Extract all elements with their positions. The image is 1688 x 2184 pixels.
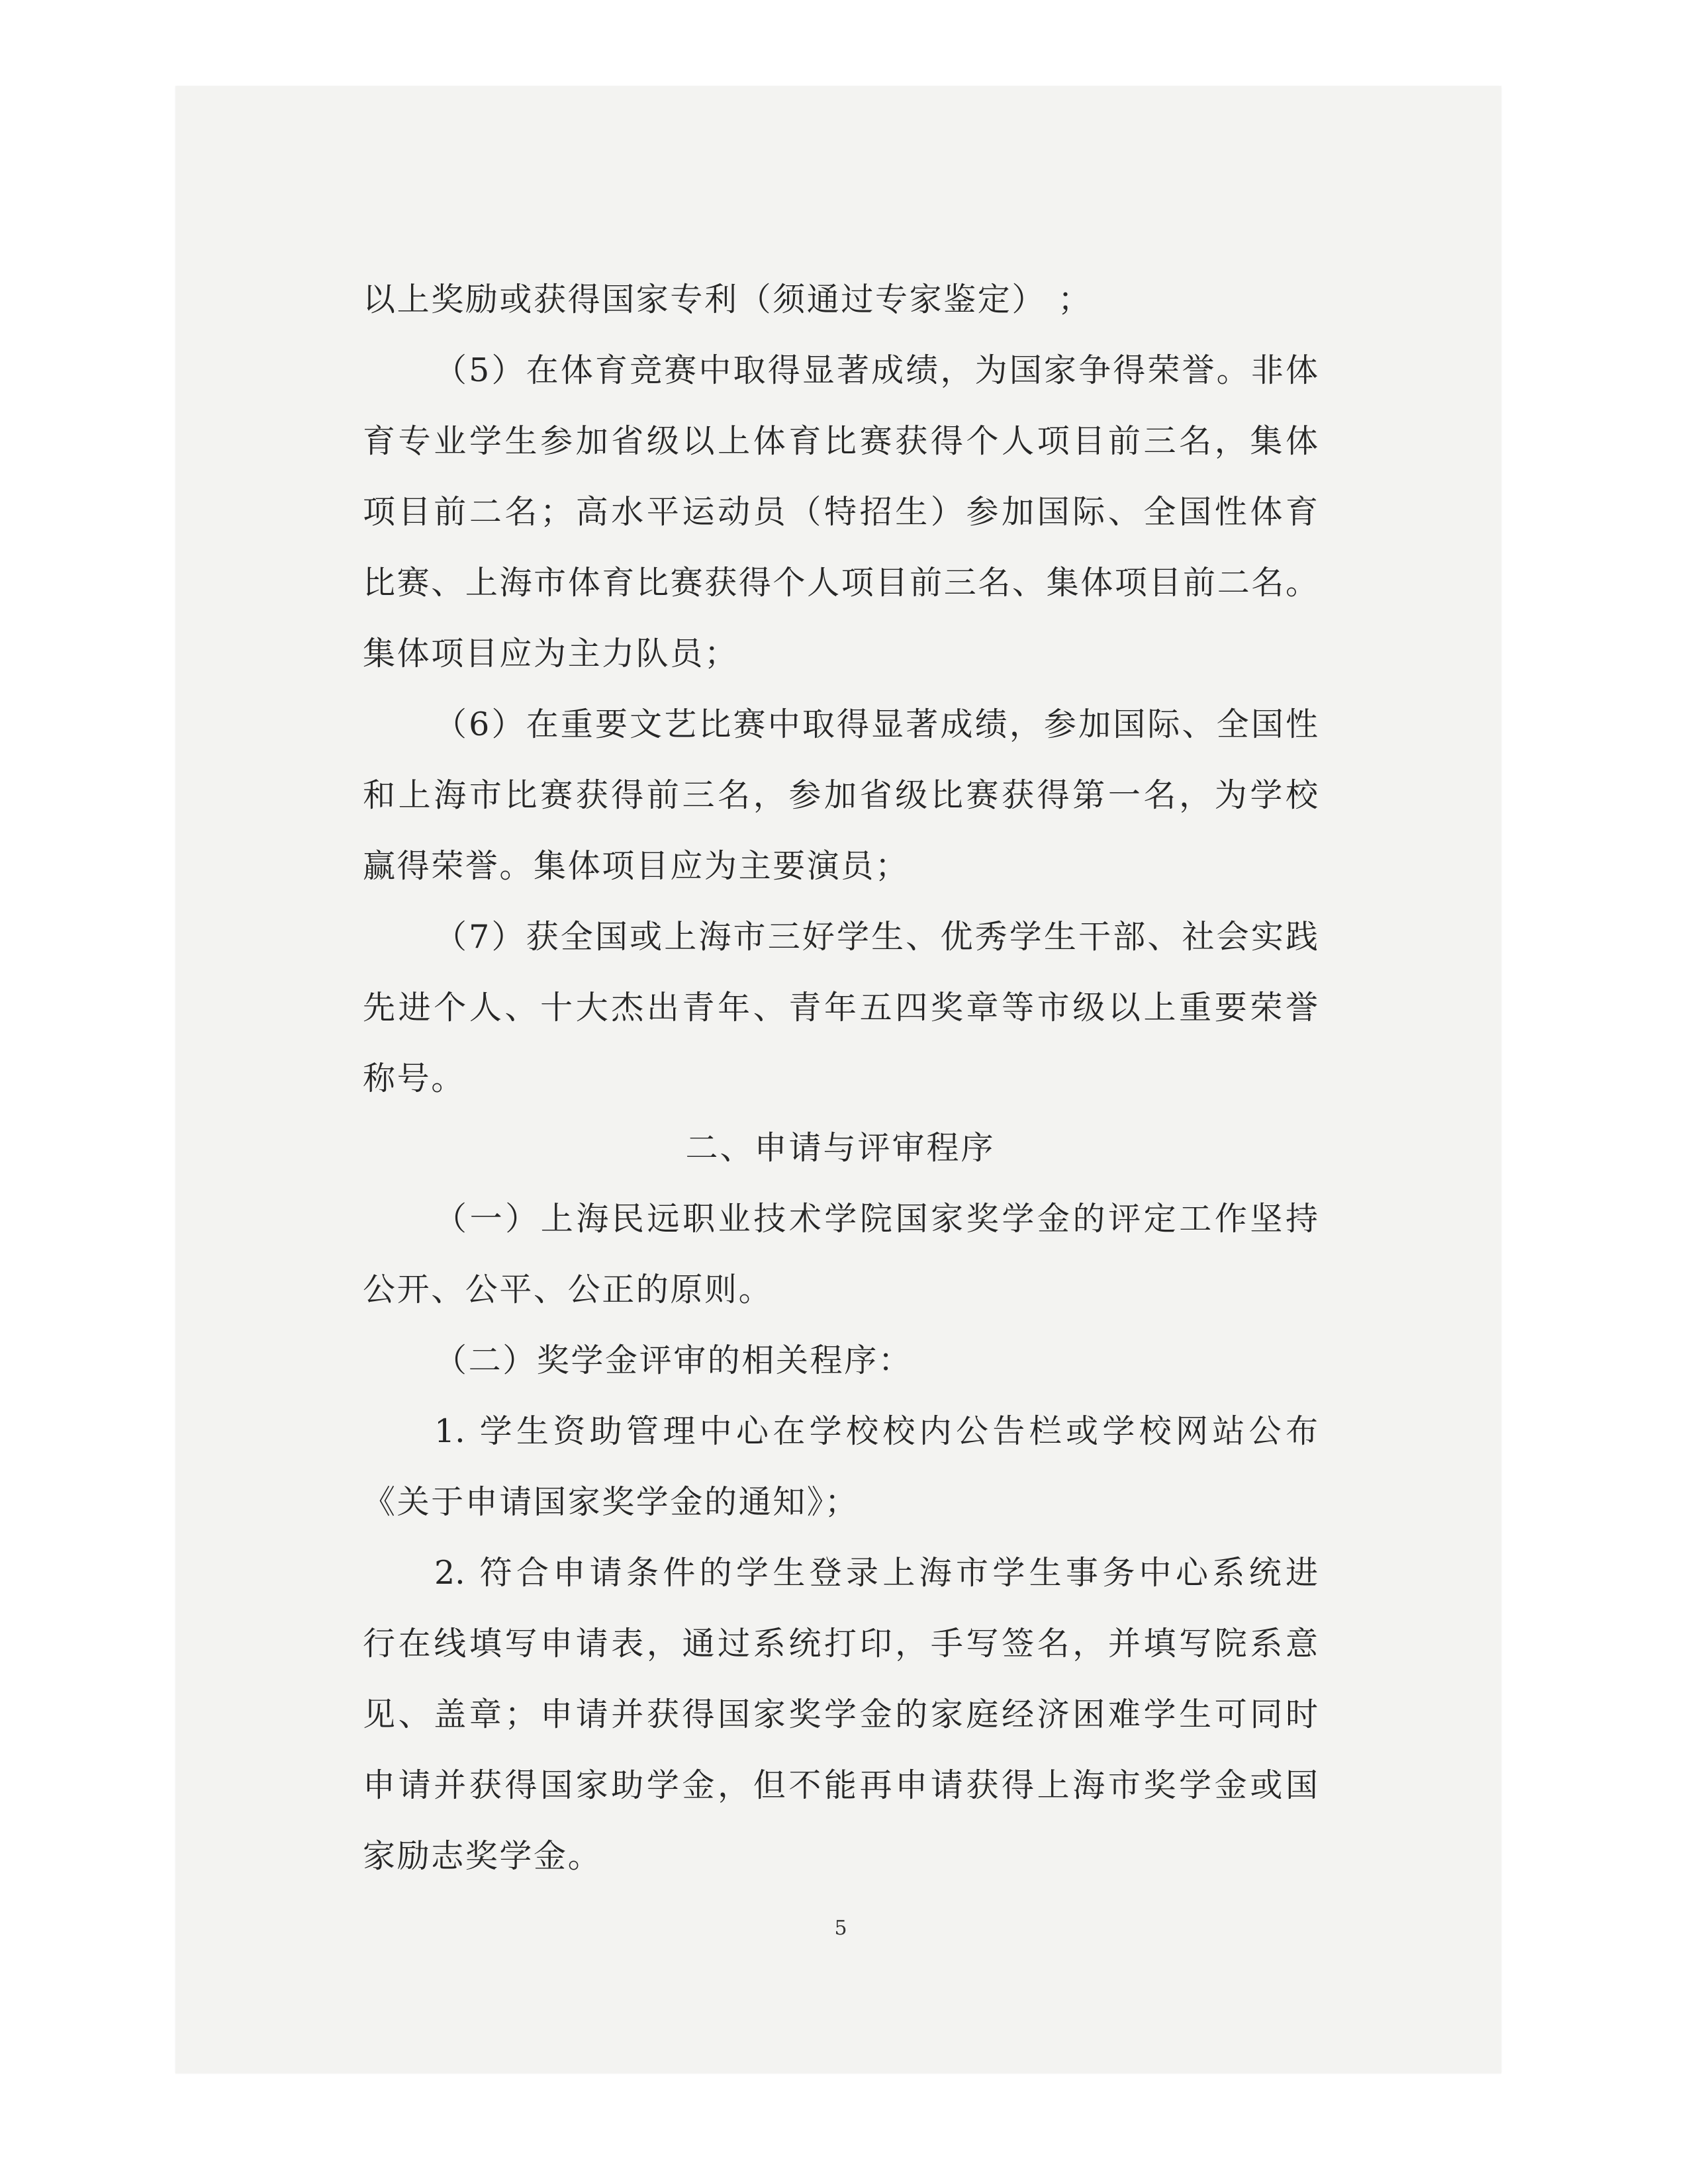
text-line: 1. 学生资助管理中心在学校校内公告栏或学校网站公布: [434, 1412, 1318, 1450]
text-line: 行在线填写申请表，通过系统打印，手写签名，并填写院系意: [363, 1625, 1318, 1662]
text-line: （7）获全国或上海市三好学生、优秀学生干部、社会实践: [434, 918, 1318, 956]
text-line: 家励志奖学金。: [363, 1837, 602, 1875]
text-line: 见、盖章；申请并获得国家奖学金的家庭经济困难学生可同时: [363, 1696, 1318, 1733]
text-line: 和上海市比赛获得前三名，参加省级比赛获得第一名，为学校: [363, 776, 1318, 814]
text-line: 先进个人、十大杰出青年、青年五四奖章等市级以上重要荣誉: [363, 989, 1318, 1026]
text-line: 2. 符合申请条件的学生登录上海市学生事务中心系统进: [434, 1554, 1318, 1592]
text-line: （二）奖学金评审的相关程序：: [434, 1342, 913, 1379]
text-line: （一）上海民远职业技术学院国家奖学金的评定工作坚持: [434, 1200, 1318, 1238]
section-heading: 二、申请与评审程序: [685, 1129, 996, 1167]
page-number: 5: [834, 1917, 847, 1940]
text-line: 申请并获得国家助学金，但不能再申请获得上海市奖学金或国: [363, 1766, 1318, 1804]
text-line: 比赛、上海市体育比赛获得个人项目前三名、集体项目前二名。: [363, 564, 1318, 602]
text-line: 以上奖励或获得国家专利（须通过专家鉴定） ；: [363, 281, 1092, 318]
text-line: 公开、公平、公正的原则。: [363, 1271, 773, 1308]
text-line: 称号。: [363, 1060, 465, 1097]
text-line: （6）在重要文艺比赛中取得显著成绩，参加国际、全国性: [434, 705, 1318, 743]
text-line: 集体项目应为主力队员；: [363, 635, 739, 672]
text-line: （5）在体育竞赛中取得显著成绩，为国家争得荣誉。非体: [434, 351, 1318, 389]
text-line: 项目前二名；高水平运动员（特招生）参加国际、全国性体育: [363, 493, 1318, 531]
text-line: 赢得荣誉。集体项目应为主要演员；: [363, 847, 910, 885]
text-line: 育专业学生参加省级以上体育比赛获得个人项目前三名，集体: [363, 422, 1318, 460]
text-line: 《关于申请国家奖学金的通知》；: [363, 1483, 859, 1521]
